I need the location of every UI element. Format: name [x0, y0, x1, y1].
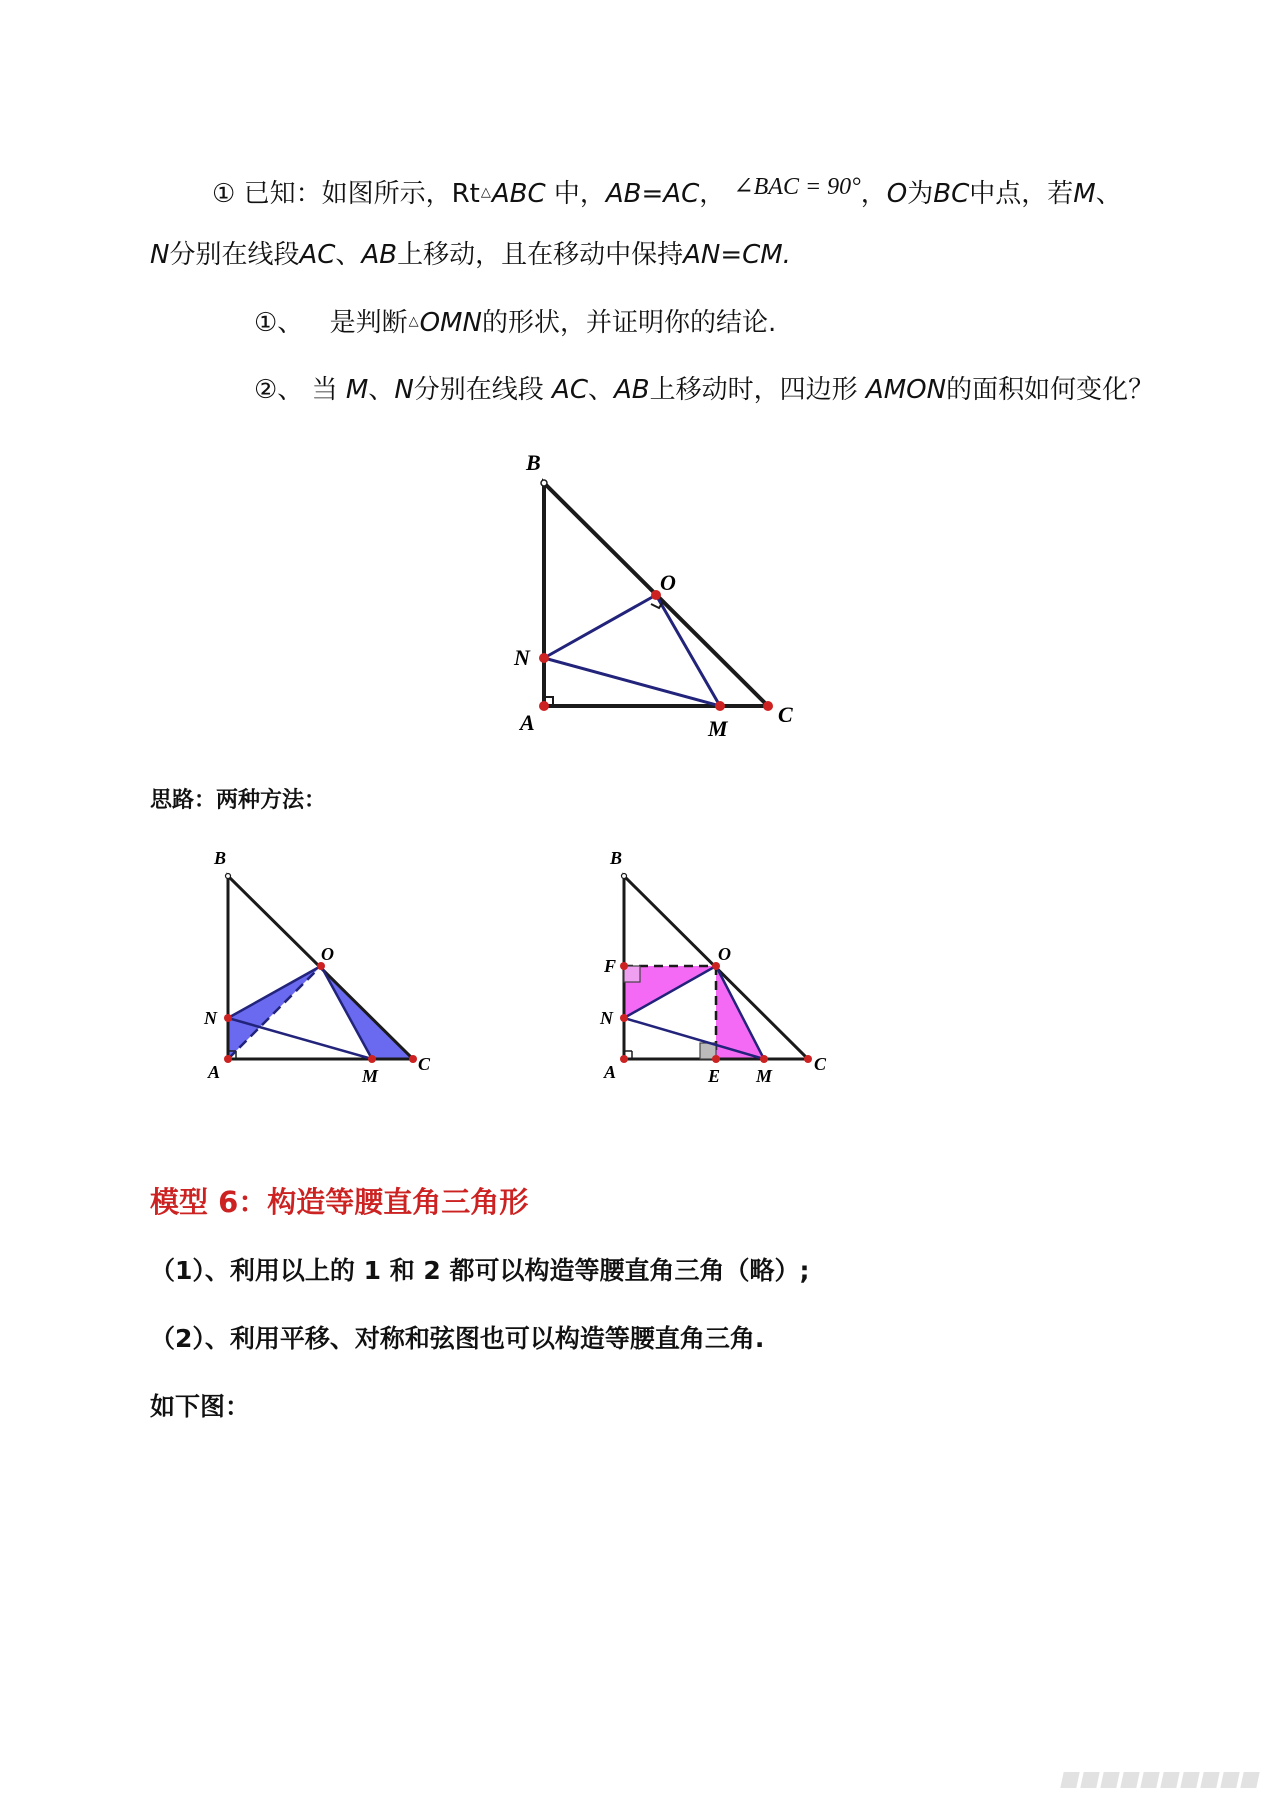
label-m: M	[756, 1066, 773, 1086]
label-o: O	[718, 944, 731, 964]
see-below-label: 如下图：	[150, 1392, 251, 1421]
label-a: A	[208, 1062, 221, 1082]
label-f: F	[604, 956, 617, 976]
label-a: A	[520, 710, 535, 735]
label-n: N	[600, 1008, 613, 1028]
angle-condition: ∠BAC = 90°	[733, 174, 861, 200]
label-a: A	[604, 1062, 617, 1082]
label-n: N	[514, 645, 530, 670]
problem-line-1: ① 已知：如图所示，Rt△ABC 中，AB=AC， ∠BAC = 90°，O为BC中点，若M、	[212, 174, 1122, 209]
circled-number: ①	[212, 179, 236, 209]
label-b: B	[214, 848, 227, 868]
label-e: E	[708, 1066, 721, 1086]
label-m: M	[362, 1066, 379, 1086]
question-number: ①、	[254, 308, 304, 338]
question-number: ②、	[254, 375, 304, 405]
label-c: C	[814, 1054, 827, 1074]
triangle-icon: △	[480, 185, 491, 200]
model-6-item-1: （1）、利用以上的 1 和 2 都可以构造等腰直角三角（略）;	[150, 1256, 810, 1285]
label-c: C	[778, 702, 793, 727]
model-6-item-2: （2）、利用平移、对称和弦图也可以构造等腰直角三角.	[150, 1324, 765, 1353]
label-o: O	[321, 944, 334, 964]
label-m: M	[708, 716, 728, 741]
question-1: ①、 是判断△OMN的形状，并证明你的结论.	[254, 308, 777, 338]
label-o: O	[660, 570, 676, 595]
watermark-icon	[1058, 1772, 1258, 1792]
triangle-icon: △	[408, 314, 419, 329]
model-6-title: 模型 6：构造等腰直角三角形	[150, 1185, 529, 1219]
thinking-label: 思路：两种方法：	[150, 788, 327, 813]
label-c: C	[418, 1054, 431, 1074]
label-b: B	[526, 450, 541, 475]
label-b: B	[610, 848, 623, 868]
label-n: N	[204, 1008, 217, 1028]
question-2: ②、 当 M、N分别在线段 AC、AB上移动时，四边形 AMON的面积如何变化？	[254, 375, 1155, 405]
problem-line-2: N分别在线段AC、AB上移动，且在移动中保持AN=CM.	[150, 240, 791, 270]
